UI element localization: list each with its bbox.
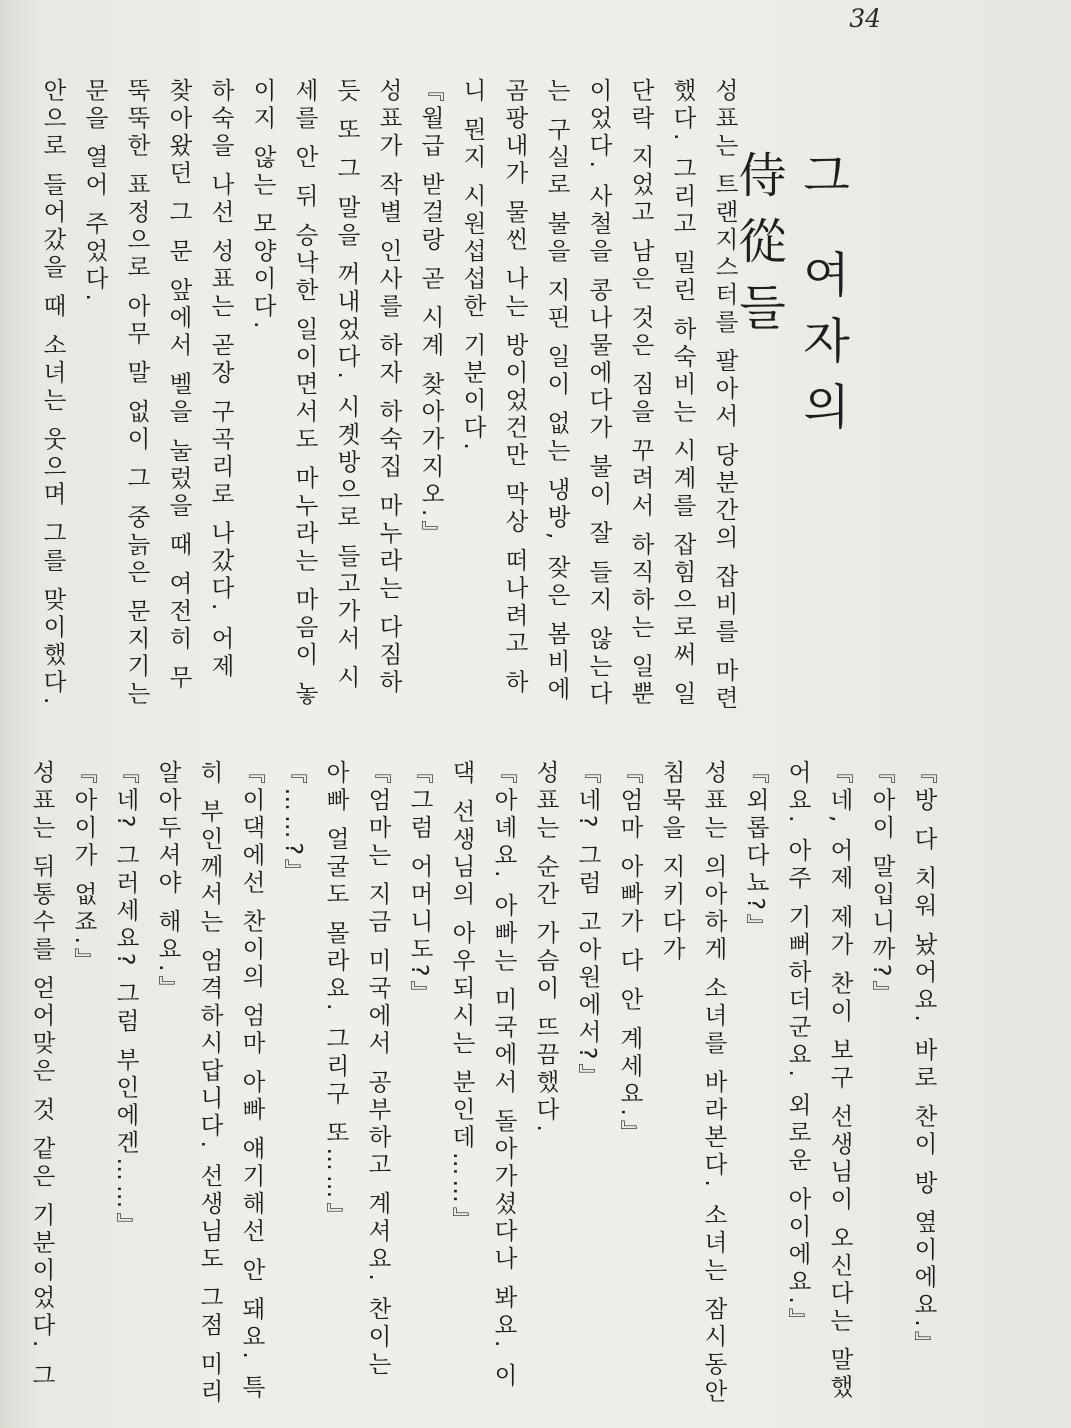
paragraph: 성표는 의아하게 소녀를 바라본다. 소녀는 잠시동안 침묵을 지키다가 xyxy=(658,760,728,1407)
paragraph: 『네? 그러세요? 그럼 부인에겐……』 xyxy=(112,760,140,1240)
paragraph: 『네, 어제 제가 찬이 보구 선생님이 오신다는 말했어요. 아주 기뻐하더군요. 외로운 아이에요.』 xyxy=(784,760,854,1402)
paragraph: 『……?』 xyxy=(280,760,308,887)
paragraph: 『엄마는 지금 미국에서 공부하고 계셔요. 찬이는 아빠 얼굴도 몰라요. 그리구 또……』 xyxy=(322,760,392,1379)
paragraph: 『아녜요. 아빠는 미국에서 돌아가셨다나 봐요. 이댁 선생님의 아우되시는 분인데……』 xyxy=(448,760,518,1391)
paragraph: 『아이 말입니까?』 xyxy=(868,760,896,1008)
lower-text-block xyxy=(28,760,945,1410)
paragraph: 안으로 들어갔을 때 소녀는 웃으며 그를 맞이했다. xyxy=(39,78,67,709)
paragraph: 『엄마 아빠가 다 안 계세요.』 xyxy=(616,760,644,1148)
paragraph: 『이댁에선 찬이의 엄마 아빠 얘기해선 안 돼요. 특히 부인께서는 엄격하시답니다. 선생님도 그점 미리 알아두셔야 해요.』 xyxy=(154,760,266,1407)
paragraph: 성표는 뒤통수를 얻어맞은 것 같은 기분이었다. 그 xyxy=(28,760,56,1391)
paragraph: 『월급 받걸랑 곧 시계 찾아가지오.』 xyxy=(417,78,445,548)
paragraph: 『아이가 없죠.』 xyxy=(70,760,98,976)
paragraph: 하숙을 나선 성표는 곧장 구곡리로 나갔다. 어제 찾아왔던 그 문 앞에서 벨을 눌렀을 때 여전히 무뚝뚝한 표정으로 아무 말 없이 그 중늙은 문지기는 문을 열어 주었다. xyxy=(81,78,235,709)
paragraph: 『네? 그럼 고아원에서?』 xyxy=(574,760,602,1091)
chapter-title: 그 여자의 侍從들 xyxy=(730,150,850,448)
paragraph: 『방 다 치워 놨어요. 바로 찬이 방 옆이에요.』 xyxy=(910,760,938,1359)
paragraph: 『그럼 어머니도?』 xyxy=(406,760,434,1008)
paragraph: 성표는 트랜지스터를 팔아서 당분간의 잡비를 마련했다. 그리고 밀린 하숙비는 시계를 잡힘으로써 일단락 지었고 남은 것은 짐을 꾸려서 하직하는 일뿐이었다. 사철을 콩나물에다가 불이 잘 들지 않는다는 구실로 불을 지핀 일이 없는 냉방, 잦은 봄비에 곰팡내가 물씬 나는 방이었건만 막상 떠나려고 하니 뭔지 시원섭섭한 기분이다. xyxy=(459,78,739,713)
paragraph: 성표는 순간 가슴이 뜨끔했다. xyxy=(532,760,560,1136)
paragraph: 『외롭다뇨?』 xyxy=(742,760,770,942)
page-number: 34 xyxy=(849,4,881,33)
upper-text-block xyxy=(39,78,746,718)
paragraph: 성표가 작별 인사를 하자 하숙집 마누라는 다짐하듯 또 그 말을 꺼내었다. 시곗방으로 들고가서 시세를 안 뒤 승낙한 일이면서도 마누라는 마음이 놓이지 않는 모양이다. xyxy=(249,78,403,709)
